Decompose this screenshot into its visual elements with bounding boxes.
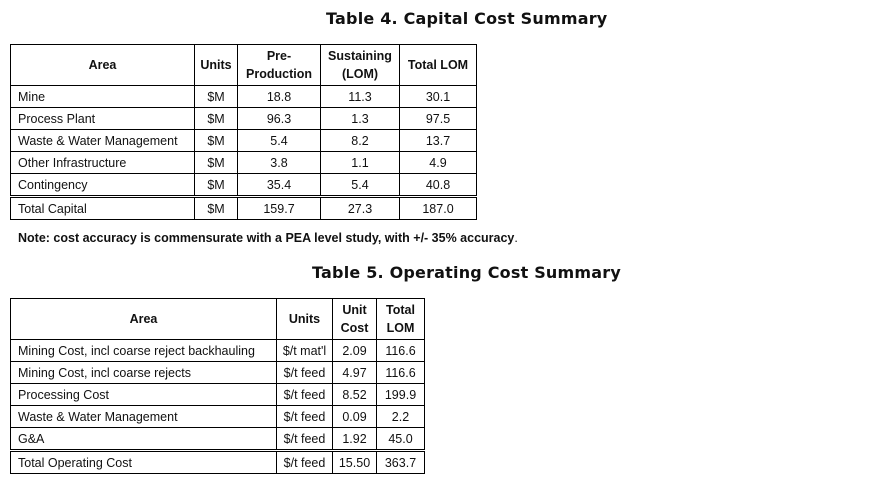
row-total: 40.8 xyxy=(400,174,477,197)
capital-cost-table xyxy=(10,44,477,220)
row-total: 13.7 xyxy=(400,130,477,152)
total-unit-cost: 15.50 xyxy=(333,451,377,474)
total-units: $M xyxy=(195,197,238,220)
header-total-lom: Total LOM xyxy=(400,45,477,86)
row-units: $M xyxy=(195,86,238,108)
table-row xyxy=(11,86,477,108)
row-unit-cost: 8.52 xyxy=(333,384,377,406)
header-units: Units xyxy=(195,45,238,86)
row-sustaining: 5.4 xyxy=(321,174,400,197)
row-area: Mining Cost, incl coarse rejects xyxy=(11,362,277,384)
row-unit-cost: 0.09 xyxy=(333,406,377,428)
row-units: $/t mat'l xyxy=(277,340,333,362)
row-sustaining: 1.1 xyxy=(321,152,400,174)
row-units: $M xyxy=(195,152,238,174)
row-units: $/t feed xyxy=(277,428,333,451)
row-sustaining: 8.2 xyxy=(321,130,400,152)
row-pre: 96.3 xyxy=(238,108,321,130)
header-area: Area xyxy=(11,45,195,86)
row-area: Contingency xyxy=(11,174,195,197)
row-area: Waste & Water Management xyxy=(11,130,195,152)
header-sustaining: Sustaining (LOM) xyxy=(321,45,400,86)
table-row xyxy=(11,384,425,406)
table-row xyxy=(11,152,477,174)
row-units: $M xyxy=(195,130,238,152)
row-total: 30.1 xyxy=(400,86,477,108)
row-pre: 5.4 xyxy=(238,130,321,152)
total-pre: 159.7 xyxy=(238,197,321,220)
row-area: Mining Cost, incl coarse reject backhauling xyxy=(11,340,277,362)
row-area: Processing Cost xyxy=(11,384,277,406)
table-row xyxy=(11,362,425,384)
table-row xyxy=(11,174,477,197)
row-unit-cost: 2.09 xyxy=(333,340,377,362)
header-pre-production: Pre- Production xyxy=(238,45,321,86)
row-total: 45.0 xyxy=(377,428,425,451)
row-total: 116.6 xyxy=(377,362,425,384)
table-row xyxy=(11,406,425,428)
row-total: 199.9 xyxy=(377,384,425,406)
header-unit-cost: Unit Cost xyxy=(333,299,377,340)
note-period: . xyxy=(514,231,518,245)
total-area: Total Capital xyxy=(11,197,195,220)
table-row xyxy=(11,428,425,451)
row-unit-cost: 4.97 xyxy=(333,362,377,384)
row-sustaining: 11.3 xyxy=(321,86,400,108)
row-units: $/t feed xyxy=(277,384,333,406)
row-units: $/t feed xyxy=(277,362,333,384)
table-row xyxy=(11,340,425,362)
total-total: 363.7 xyxy=(377,451,425,474)
accuracy-note xyxy=(18,231,518,245)
row-sustaining: 1.3 xyxy=(321,108,400,130)
row-units: $M xyxy=(195,108,238,130)
total-row xyxy=(11,451,425,474)
row-pre: 18.8 xyxy=(238,86,321,108)
table-row xyxy=(11,130,477,152)
total-sustaining: 27.3 xyxy=(321,197,400,220)
table-header-row xyxy=(11,45,477,86)
header-units: Units xyxy=(277,299,333,340)
row-area: G&A xyxy=(11,428,277,451)
row-total: 97.5 xyxy=(400,108,477,130)
total-units: $/t feed xyxy=(277,451,333,474)
row-pre: 3.8 xyxy=(238,152,321,174)
header-area: Area xyxy=(11,299,277,340)
opex-table-title: Table 5. Operating Cost Summary xyxy=(312,263,621,282)
row-area: Waste & Water Management xyxy=(11,406,277,428)
row-area: Other Infrastructure xyxy=(11,152,195,174)
note-text: Note: cost accuracy is commensurate with a PEA level study, with +/- 35% accuracy xyxy=(18,231,515,245)
row-unit-cost: 1.92 xyxy=(333,428,377,451)
row-pre: 35.4 xyxy=(238,174,321,197)
capital-table-title: Table 4. Capital Cost Summary xyxy=(326,9,608,28)
table-row xyxy=(11,108,477,130)
row-area: Process Plant xyxy=(11,108,195,130)
header-total-lom: Total LOM xyxy=(377,299,425,340)
total-area: Total Operating Cost xyxy=(11,451,277,474)
row-units: $M xyxy=(195,174,238,197)
row-area: Mine xyxy=(11,86,195,108)
row-total: 2.2 xyxy=(377,406,425,428)
row-total: 4.9 xyxy=(400,152,477,174)
row-total: 116.6 xyxy=(377,340,425,362)
row-units: $/t feed xyxy=(277,406,333,428)
total-total: 187.0 xyxy=(400,197,477,220)
table-header-row xyxy=(11,299,425,340)
operating-cost-table xyxy=(10,298,425,474)
total-row xyxy=(11,197,477,220)
